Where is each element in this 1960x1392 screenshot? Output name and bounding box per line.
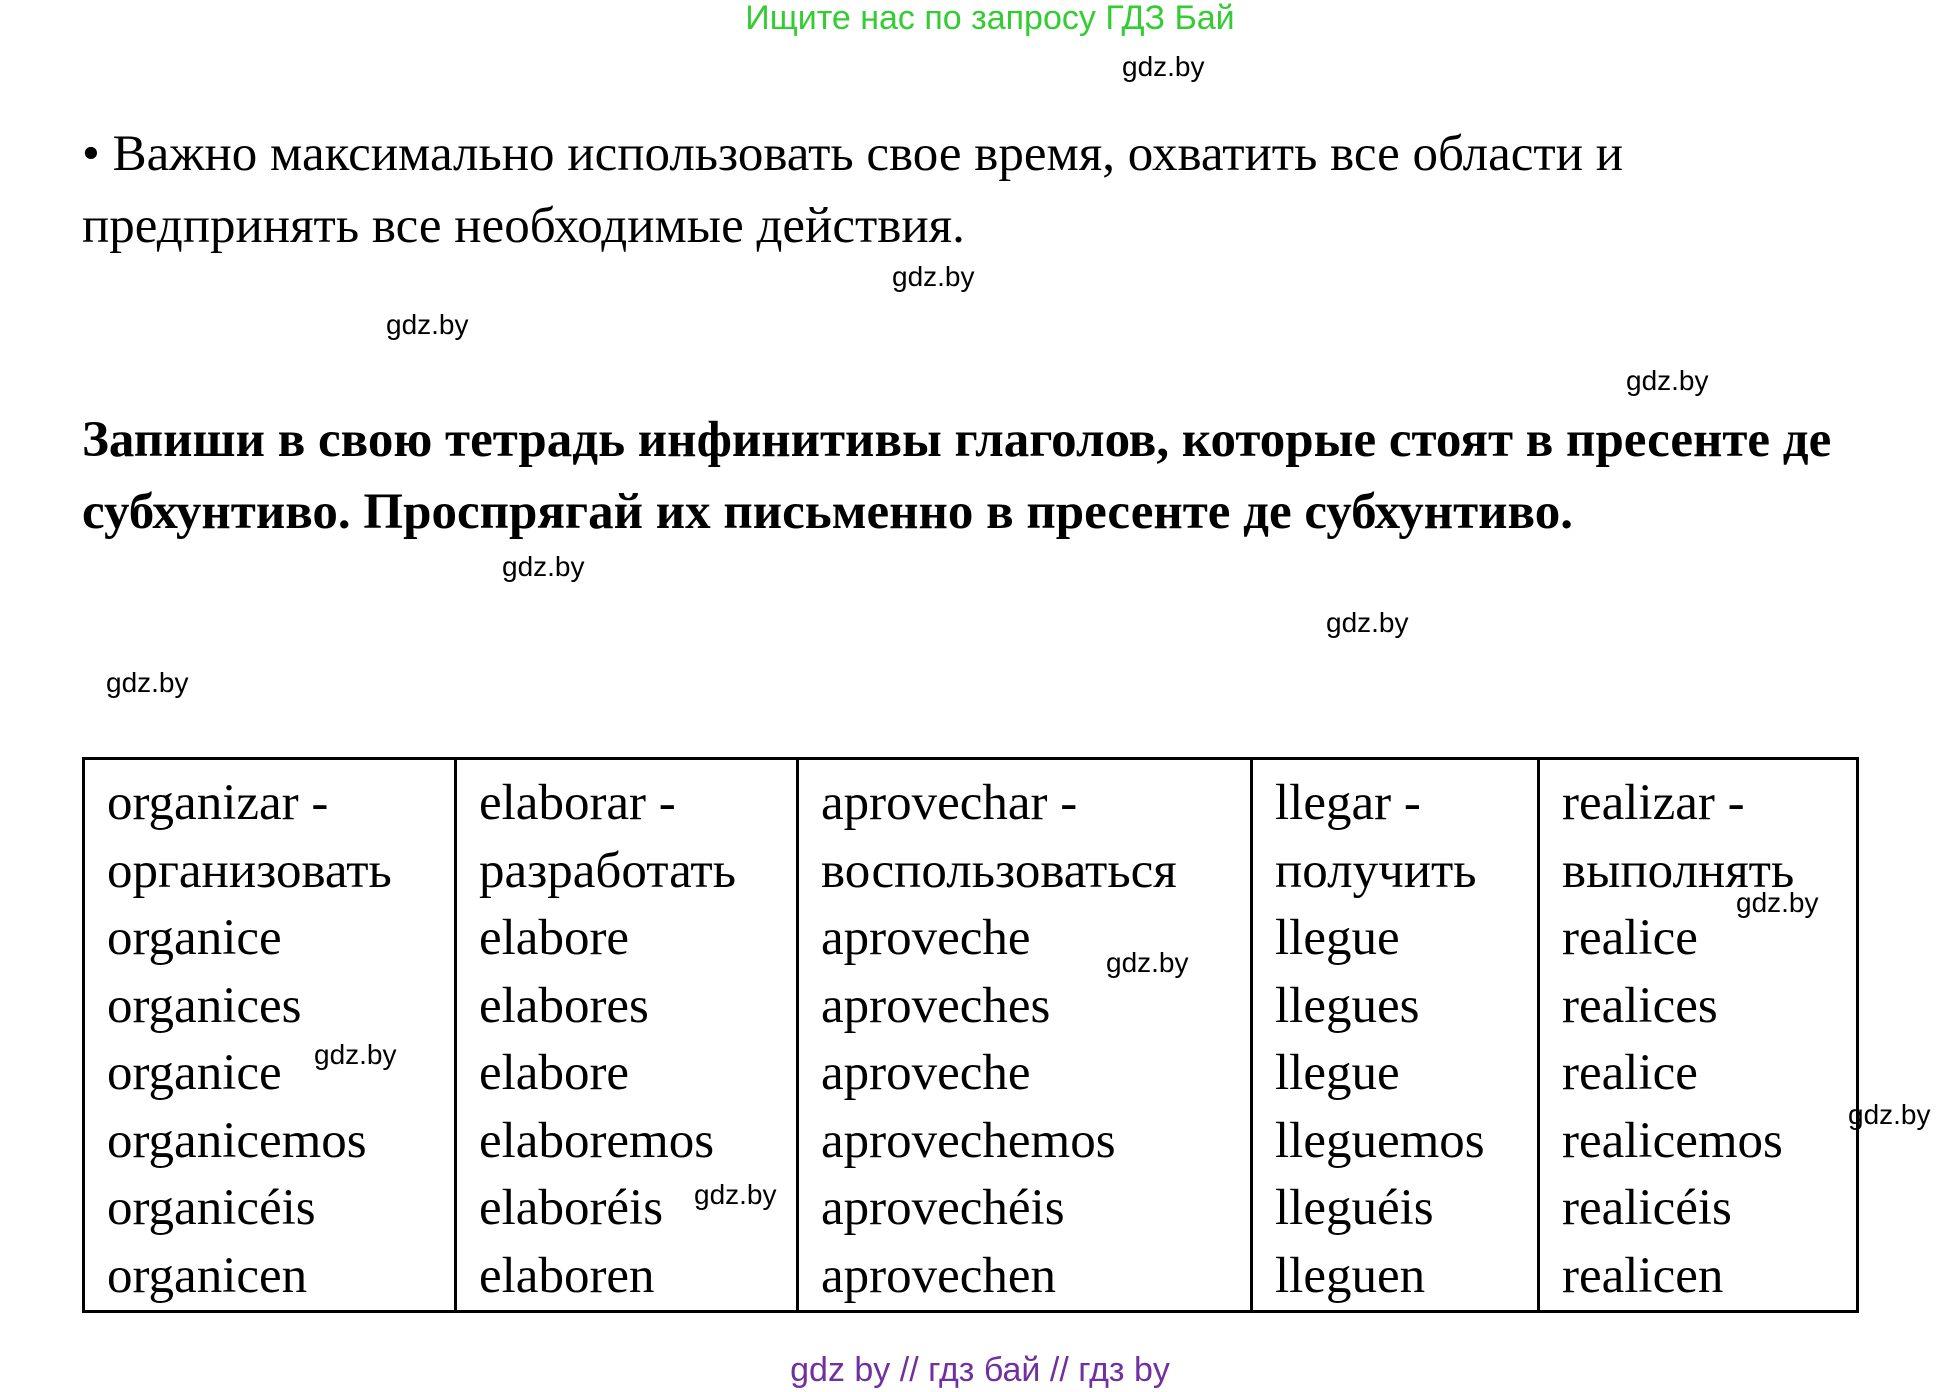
verb-form: llegue xyxy=(1275,910,1400,966)
watermark: gdz.by xyxy=(1736,887,1819,918)
verb-form: llegues xyxy=(1275,977,1420,1034)
table-row xyxy=(84,759,1858,1312)
verb-form: aprovechéis xyxy=(821,1180,1065,1236)
verb-form: organice xyxy=(107,1045,282,1101)
verb-translation: организовать xyxy=(107,842,392,899)
verb-translation: воспользоваться xyxy=(821,842,1177,899)
verb-translation: разработать xyxy=(479,842,736,899)
watermark: gdz.by xyxy=(386,309,469,340)
verb-form: elabore xyxy=(479,910,630,966)
verb-form: realicemos xyxy=(1562,1112,1783,1169)
verb-form: elaboremos xyxy=(479,1112,715,1169)
footer-links: gdz by // гдз бай // гдз by xyxy=(790,1351,1170,1389)
verb-form: aproveche xyxy=(821,1045,1031,1101)
verb-form: elabores xyxy=(479,977,649,1034)
verb-form: realice xyxy=(1562,1045,1698,1101)
verb-form: realicéis xyxy=(1562,1180,1732,1236)
top-banner: Ищите нас по запросу ГДЗ Бай xyxy=(745,0,1235,37)
watermark: gdz.by xyxy=(1122,51,1205,82)
verb-form: lleguemos xyxy=(1275,1112,1485,1169)
watermark: gdz.by xyxy=(314,1039,397,1070)
verb-infinitive: aprovechar - xyxy=(821,775,1078,831)
verb-column-llegar xyxy=(1252,759,1539,1312)
verb-infinitive: llegar - xyxy=(1275,775,1421,831)
verb-form: organices xyxy=(107,977,302,1034)
verb-column-realizar xyxy=(1539,759,1858,1312)
watermark: gdz.by xyxy=(892,261,975,292)
verb-infinitive: organizar - xyxy=(107,775,329,831)
watermark: gdz.by xyxy=(1626,365,1709,396)
task-heading: Запиши в свою тетрадь инфинитивы глаголов, которые стоят в пресенте де субхунтиво. Проспрягай их письменно в пресенте де субхунтиво. xyxy=(82,412,1832,540)
verb-form: realice xyxy=(1562,910,1698,966)
watermark: gdz.by xyxy=(106,667,189,698)
verb-translation: выполнять xyxy=(1562,842,1795,899)
bullet-paragraph: • Важно максимально использовать свое время, охватить все области и предпринять все необходимые действия. xyxy=(82,126,1624,254)
watermark: gdz.by xyxy=(694,1179,777,1210)
verb-infinitive: elaborar - xyxy=(479,775,676,831)
verb-translation: получить xyxy=(1275,842,1477,899)
verb-form: aprovechemos xyxy=(821,1112,1116,1169)
verb-column-aprovechar xyxy=(798,759,1252,1312)
verb-form: realices xyxy=(1562,977,1718,1034)
verb-form: aprovechen xyxy=(821,1247,1057,1304)
verb-form: llegue xyxy=(1275,1045,1400,1101)
watermark: gdz.by xyxy=(1106,947,1189,978)
verb-form: lleguen xyxy=(1275,1247,1426,1304)
verb-form: organicen xyxy=(107,1247,308,1304)
verb-form: elabore xyxy=(479,1045,630,1101)
verb-column-organizar xyxy=(84,759,456,1312)
verb-form: lleguéis xyxy=(1275,1180,1434,1236)
verb-column-elaborar xyxy=(456,759,798,1312)
verb-form: realicen xyxy=(1562,1247,1724,1304)
verb-form: organicemos xyxy=(107,1112,367,1169)
verb-form: elaboréis xyxy=(479,1180,664,1236)
watermark: gdz.by xyxy=(1326,607,1409,638)
watermark: gdz.by xyxy=(502,551,585,582)
verb-form: organicéis xyxy=(107,1180,316,1236)
verb-form: organice xyxy=(107,910,282,966)
verb-form: elaboren xyxy=(479,1247,655,1304)
watermark: gdz.by xyxy=(1848,1099,1931,1130)
verb-infinitive: realizar - xyxy=(1562,775,1745,831)
verb-form: aproveche xyxy=(821,910,1031,966)
verb-form: aproveches xyxy=(821,977,1051,1034)
verb-conjugation-table xyxy=(82,757,1859,1313)
